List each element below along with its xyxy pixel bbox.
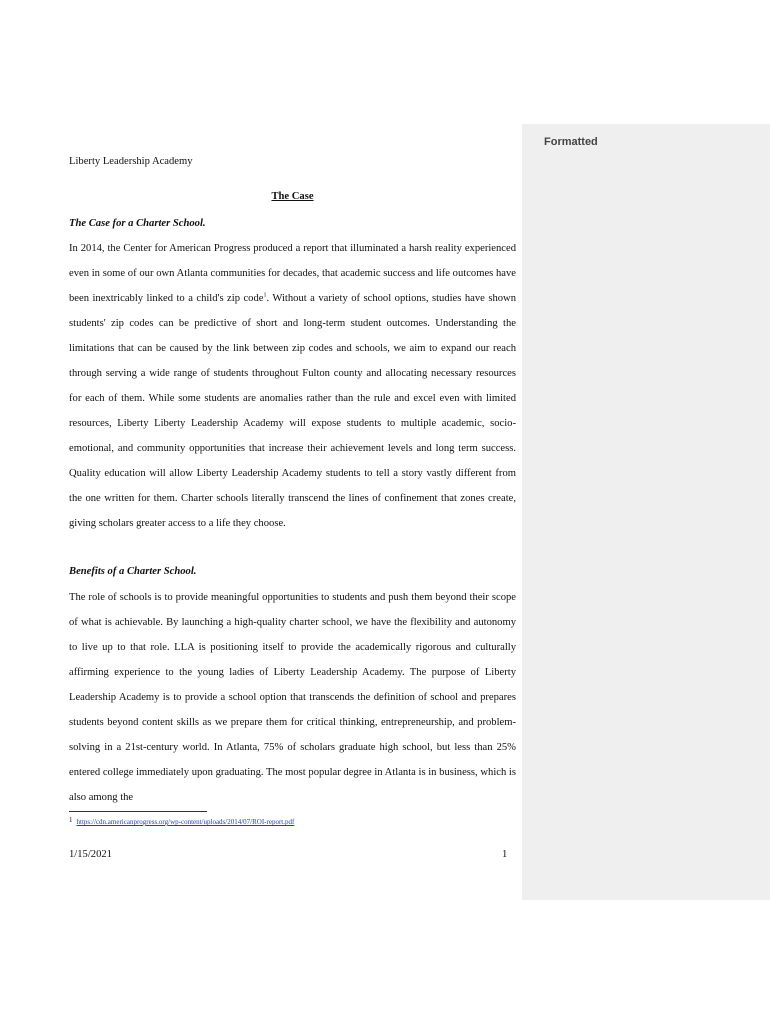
footnote-number: 1 (69, 816, 73, 824)
paragraph-case-part2: . Without a variety of school options, studies have shown students' zip codes can be predictive of short and long-term student outcomes. Understanding the limitations that can be caused by the link between zip codes and schools, we aim to expand our reach through serving a wide range of students throughout Fulton county and allocating necessary resources for each of them. While some students are anomalies rather than the rule and excel even with limited resources, Liberty Liberty Leadership Academy will expose students to multiple academic, socio-emotional, and community opportunities that increase their achievement levels and long term success. Quality education will allow Liberty Leadership Academy students to tell a story vastly different from the one written for them. Charter schools literally transcend the lines of confinement that zones create, giving scholars greater access to a life they choose. (69, 293, 516, 529)
comment-pane (522, 124, 770, 900)
document-header: Liberty Leadership Academy (69, 156, 193, 167)
footnote-separator (69, 811, 207, 812)
paragraph-benefits: The role of schools is to provide meaningful opportunities to students and push them beyond their scope of what is achievable. By launching a high-quality charter school, we have the flexibility and autonomy to live up to that role. LLA is positioning itself to provide the academically rigorous and culturally affirming experience to the young ladies of Liberty Leadership Academy. The purpose of Liberty Leadership Academy is to provide a school option that transcends the definition of school and prepares students beyond content skills as we prepare them for critical thinking, entrepreneurship, and problem-solving in a 21st-century world. In Atlanta, 75% of scholars graduate high school, but less than 25% entered college immediately upon graduating. The most popular degree in Atlanta is in business, which is also among the (69, 592, 516, 803)
section-body-case (69, 236, 516, 536)
page-number: 1 (502, 849, 508, 860)
footer-date: 1/15/2021 (69, 849, 112, 860)
section-heading-benefits: Benefits of a Charter School. (69, 566, 197, 577)
footnote-link[interactable]: https://cdn.americanprogress.org/wp-content/uploads/2014/07/ROI-report.pdf (76, 818, 295, 826)
section-heading-case: The Case for a Charter School. (69, 218, 206, 229)
document-title: The Case (271, 191, 314, 202)
section-body-benefits (69, 585, 516, 810)
footnote-reference[interactable]: 1 (263, 292, 267, 299)
paragraph-case-part1: In 2014, the Center for American Progress produced a report that illuminated a harsh reality experienced even in some of our own Atlanta communities for decades, that academic success and life outcomes have been inextricably linked to a child's zip code (69, 243, 516, 304)
comment-pane-title: Formatted (544, 136, 598, 148)
paragraph-case (69, 236, 516, 536)
footnote (69, 816, 294, 826)
